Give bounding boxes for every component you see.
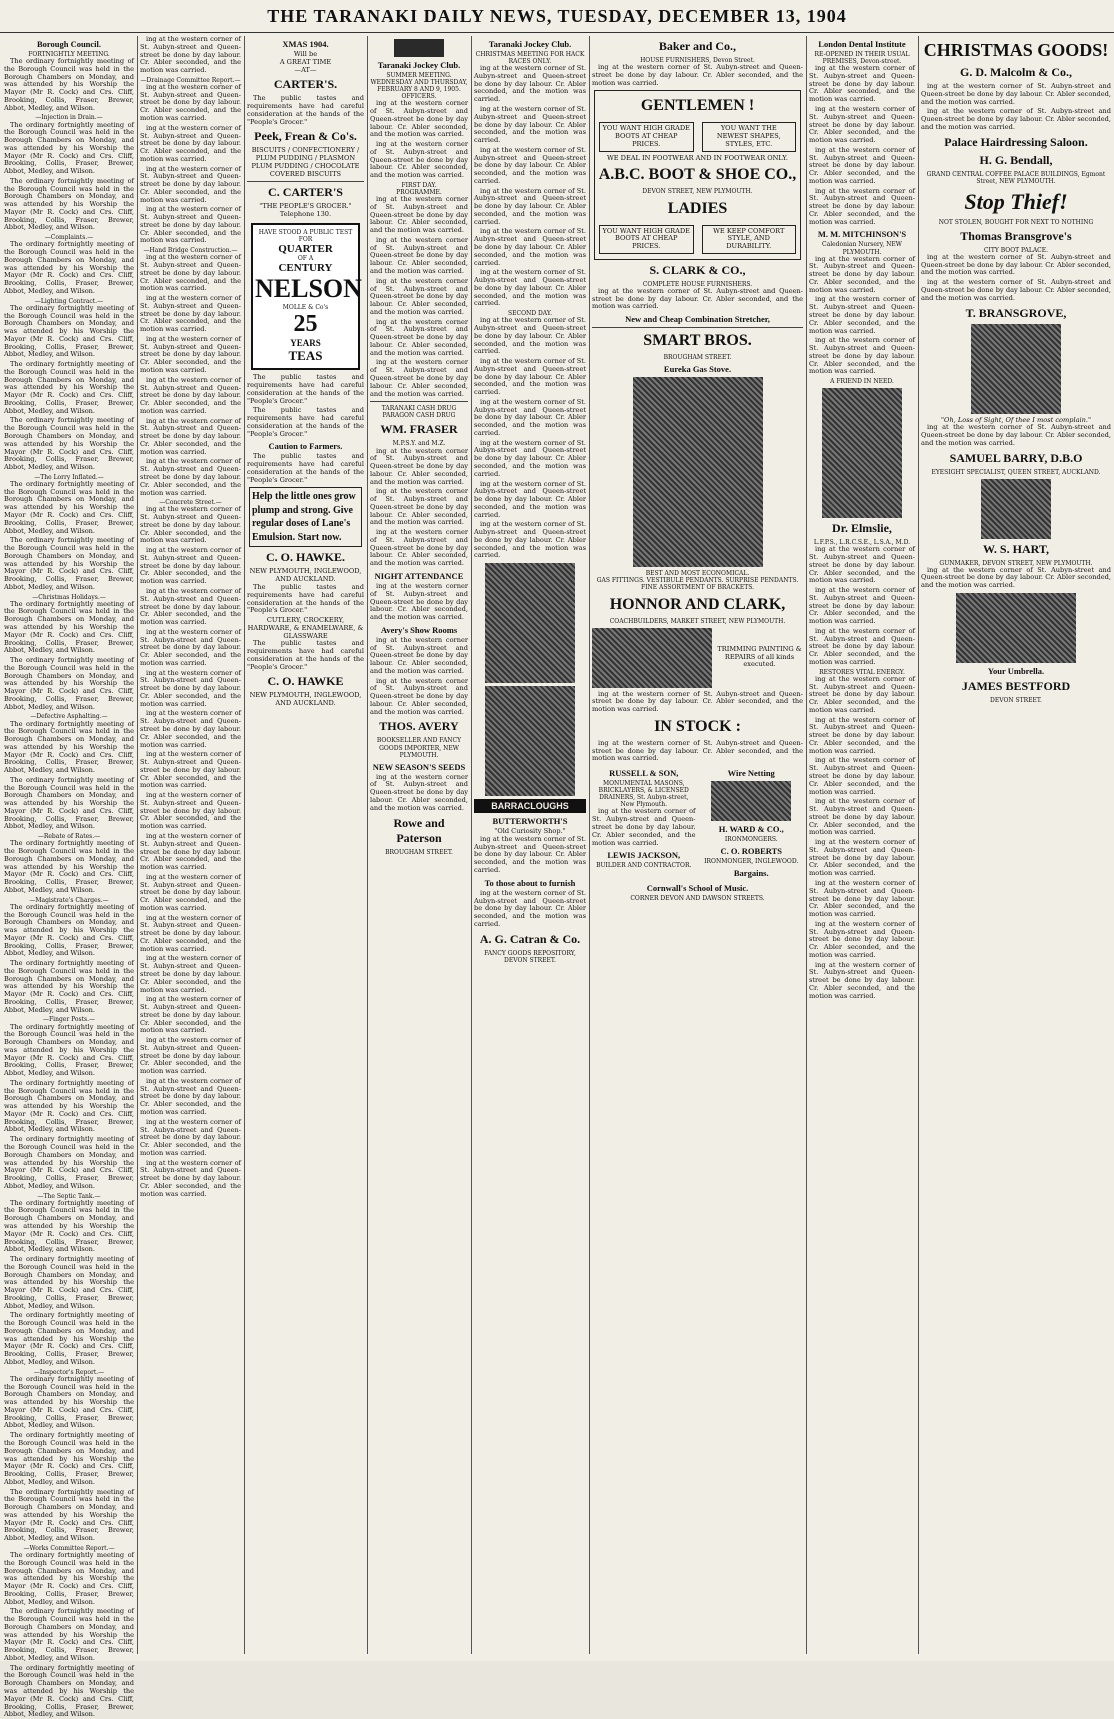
column-rule — [589, 36, 590, 1654]
ad-line: "THE PEOPLE'S GROCER." — [259, 202, 352, 211]
article-text: ing at the western corner of St. Aubyn-street and Queen-street be done by day labour. Cr. Abler seconded, and the motion was carried. — [140, 627, 241, 667]
bargains-heading: Bargains. — [733, 868, 769, 879]
article-text: ing at the western corner of St. Aubyn-street and Queen-street be done by day labour. Cr. Abler seconded, and the motion was carried. — [140, 334, 241, 375]
ad-text: ing at the western corner of St. Aubyn-street and Queen-street be done by day labour. Cr. Abler seconded, and the motion was carried. — [370, 140, 468, 180]
ad-line: OF A — [297, 255, 314, 263]
article-text: The ordinary fortnightly meeting of the Borough Council was held in the Borough Chambers on Monday, and was attended by his Worship the Mayor (Mr R. Cock) and Crs. Cliff, Brooking, Collis, Fraser, Brewer, Abbot, Medley, and Wilson. — [4, 1198, 134, 1254]
masthead: THE TARANAKI DAILY NEWS, TUESDAY, DECEMBER 13, 1904 — [0, 6, 1114, 33]
article-text: The ordinary fortnightly meeting of the Borough Council was held in the Borough Chambers on Monday, and was attended by his Worship the Mayor (Mr R. Cock) and Crs. Cliff, Brooking, Collis, Fraser, Brewer, Abbot, Medley, and Wilson. — [4, 536, 134, 591]
ad-text: ing at the western corner of St. Aubyn-street and Queen-street be done by day labour. Cr. Abler seconded, and the motion was carried. — [809, 797, 915, 837]
abc-heading: A.B.C. BOOT & SHOE CO., — [598, 166, 797, 184]
ad-text: ing at the western corner of St. Aubyn-street and Queen-street be done by day labour. Cr. Abler seconded, and the motion was carried. — [474, 357, 586, 397]
abc-boot-ad — [594, 90, 801, 259]
ad-line: BUILDER AND CONTRACTOR. — [596, 862, 692, 870]
ad-text: ing at the western corner of St. Aubyn-street and Queen-street be done by day labour. Cr. Abler seconded, and the motion was carried. — [474, 104, 586, 145]
column-retail-ads — [592, 36, 803, 1654]
ad-text: ing at the western corner of St. Aubyn-street and Queen-street be done by day labour. Cr. Abler seconded, and the motion was carried. — [370, 676, 468, 716]
article-text: ing at the western corner of St. Aubyn-street and Queen-street be done by day labour. Cr. Abler seconded, and the motion was carried. — [140, 750, 241, 790]
ad-line: HAVE STOOD A PUBLIC TEST FOR — [258, 228, 353, 244]
ad-text: ing at the western corner of St. Aubyn-street and Queen-street be done by day labour. Cr. Abler seconded, and the motion was carried. — [474, 834, 586, 874]
ad-text: ing at the western corner of St. Aubyn-street and Queen-street be done by day labour. Cr. Abler seconded, and the motion was carried. — [370, 276, 468, 316]
ad-text: The public tastes and requirements have had careful consideration at the hands of the "People's Grocer." — [247, 452, 364, 484]
ad-text: ing at the western corner of St. Aubyn-street and Queen-street be done by day labour. Cr. Abler seconded, and the motion was carried. — [921, 565, 1111, 590]
rowe-heading: Rowe and Paterson — [393, 815, 445, 845]
article-text: ing at the western corner of St. Aubyn-street and Queen-street be done by day labour. Cr. Abler seconded, and the motion was carried. — [140, 954, 241, 994]
ad-line: COMPLETE HOUSE FURNISHERS. — [642, 280, 753, 288]
bransgrove-heading: Thomas Bransgrove's — [960, 228, 1072, 243]
article-text: ing at the western corner of St. Aubyn-street and Queen-street be done by day labour. Cr. Abler seconded, and the motion was carried. — [140, 416, 241, 456]
article-text: The ordinary fortnightly meeting of the Borough Council was held in the Borough Chambers on Monday, and was attended by his Worship the Mayor (Mr R. Cock) and Crs. Cliff, Brooking, Collis, Fraser, Brewer, Abbot, Medley, and Wilson. — [4, 1255, 134, 1310]
ad-line: GRAND CENTRAL COFFEE PALACE BUILDINGS, Egmont Street, NEW PLYMOUTH. — [926, 170, 1106, 185]
ad-text: ing at the western corner of St. Aubyn-street and Queen-street be done by day labour. Cr. Abler seconded, and the motion was carried. — [921, 107, 1111, 131]
stop-thief-heading: Stop Thief! — [964, 188, 1068, 214]
article-text: ing at the western corner of St. Aubyn-street and Queen-street be done by day labour. Cr. Abler seconded, and the motion was carried. — [140, 668, 241, 708]
ad-box-text: WE KEEP COMFORT STYLE, AND DURABILITY. — [702, 225, 797, 254]
article-subtitle: FORTNIGHTLY MEETING. — [28, 51, 110, 58]
stretcher-heading: New and Cheap Combination Stretcher, — [625, 314, 770, 325]
ad-box-text: YOU WANT HIGH GRADE BOOTS AT CHEAP PRICES. — [599, 122, 694, 151]
ad-text: The public tastes and requirements have had careful consideration at the hands of the "People's Grocer." — [247, 373, 364, 405]
ad-text: ing at the western corner of St. Aubyn-street and Queen-street be done by day labour. Cr. Abler seconded, and the motion was carried. — [370, 446, 468, 486]
ad-line: HOUSE FURNISHERS, Devon Street. — [640, 57, 755, 64]
article-text: ing at the western corner of St. Aubyn-street and Queen-street be done by day labour. Cr. Abler seconded, and the motion was carried. — [140, 1158, 241, 1198]
wire-netting-image — [711, 781, 791, 821]
ad-text: ing at the western corner of St. Aubyn-street and Queen-street be done by day labour. Cr. Abler seconded, and the motion was carried. — [809, 586, 915, 626]
ad-line: DEVON STREET. — [990, 697, 1042, 705]
ad-line: RE-OPENED IN THEIR USUAL PREMISES, Devon-street. — [814, 51, 910, 66]
ad-line: CHRISTMAS MEETING FOR HACK RACES ONLY. — [475, 51, 585, 66]
article-text: ing at the western corner of St. Aubyn-street and Queen-street be done by day labour. Cr. Abler seconded, and the motion was carried. — [140, 253, 241, 293]
ad-line: Caledonian Nursery, NEW PLYMOUTH. — [822, 241, 902, 256]
barracloughs-banner: BARRACLOUGHS — [474, 799, 586, 813]
ad-line: WEDNESDAY AND THURSDAY, FEBRUARY 8 AND 9, 1905. — [370, 79, 468, 94]
russell-heading: RUSSELL & SON, — [609, 768, 679, 779]
article-text: The ordinary fortnightly meeting of the Borough Council was held in the Borough Chambers on Monday, and was attended by his Worship the Mayor (Mr R. Cock) and Crs. Cliff, Brooking, Collis, Fraser, Brewer, Abbot, Medley, and Wilson. — [4, 1487, 134, 1543]
article-text: ing at the western corner of St. Aubyn-street and Queen-street be done by day labour. Cr. Abler seconded, and the motion was carried. — [140, 294, 241, 334]
ad-text: ing at the western corner of St. Aubyn-street and Queen-street be done by day labour. Cr. Abler seconded, and the motion was carried. — [370, 317, 468, 357]
ad-line: RESTORES VITAL ENERGY. — [819, 668, 905, 676]
article-text: ing at the western corner of St. Aubyn-street and Queen-street be done by day labour. Cr. Abler seconded, and the motion was carried. — [140, 375, 241, 415]
ad-text: ing at the western corner of St. Aubyn-street and Queen-street be done by day labour. Cr. Abler seconded, and the motion was carried. — [370, 487, 468, 527]
ad-text: ing at the western corner of St. Aubyn-street and Queen-street be done by day labour. Cr. Abler seconded, and the motion was carried. — [809, 336, 915, 376]
ad-text: ing at the western corner of St. Aubyn-street and Queen-street be done by day labour. Cr. Abler seconded, and the motion was carried. — [370, 772, 468, 812]
ad-text: ing at the western corner of St. Aubyn-street and Queen-street be done by day labour. Cr. Abler seconded, and the motion was carried. — [921, 82, 1111, 106]
bransgrove-heading-2: T. BRANSGROVE, — [965, 305, 1067, 320]
column-race-programme — [474, 36, 586, 1654]
ad-text: ing at the western corner of St. Aubyn-street and Queen-street be done by day labour. Cr. Abler seconded, and the motion was carried. — [474, 227, 586, 267]
ad-line: TRIMMING PAINTING & REPAIRS of all kinds executed. — [717, 644, 802, 669]
ward-heading: H. WARD & CO., — [718, 824, 784, 835]
article-text: The ordinary fortnightly meeting of the Borough Council was held in the Borough Chambers on Monday, and was attended by his Worship the Mayor (Mr R. Cock) and Crs. Cliff, Brooking, Collis, Fraser, Brewer, Abbot, Medley, and Wilson. — [4, 1311, 134, 1366]
ad-text: ing at the western corner of St. Aubyn-street and Queen-street be done by day labour. Cr. Abler seconded, and the motion was carried. — [370, 581, 468, 622]
lanes-emulsion-ad: Help the little ones grow plump and strong. Give regular doses of Lane's Emulsion. Start now. — [249, 487, 362, 547]
article-text: The ordinary fortnightly meeting of the Borough Council was held in the Borough Chambers on Monday, and was attended by his Worship the Mayor (Mr R. Cock) and Crs. Cliff, Brooking, Collis, Fraser, Brewer, Abbot, Medley, and Wilson. — [4, 57, 134, 112]
article-text: The ordinary fortnightly meeting of the Borough Council was held in the Borough Chambers on Monday, and was attended by his Worship the Mayor (Mr R. Cock) and Crs. Cliff, Brooking, Collis, Fraser, Brewer, Abbot, Medley, and Wilson. — [4, 360, 134, 415]
seeds-heading: NEW SEASON'S SEEDS — [372, 761, 466, 772]
article-text: ing at the western corner of St. Aubyn-street and Queen-street be done by day labour. Cr. Abler seconded, and the motion was carried. — [140, 35, 241, 75]
article-text: The ordinary fortnightly meeting of the Borough Council was held in the Borough Chambers on Monday, and was attended by his Worship the Mayor (Mr R. Cock) and Crs. Cliff, Brooking, Collis, Fraser, Brewer, Abbot, Medley, and Wilson. — [4, 656, 134, 711]
ad-text: ing at the western corner of St. Aubyn-street and Queen-street be done by day labour. Cr. Abler seconded, and the motion was carried. — [370, 235, 468, 276]
ad-line: NOT STOLEN, BOUGHT FOR NEXT TO NOTHING — [938, 218, 1094, 226]
article-text: The ordinary fortnightly meeting of the Borough Council was held in the Borough Chambers on Monday, and was attended by his Worship the Mayor (Mr R. Cock) and Crs. Cliff, Brooking, Collis, Fraser, Brewer, Abbot, Medley, and Wilson. — [4, 1135, 134, 1190]
column-jockey-club — [370, 36, 468, 1654]
gentlemen-heading: GENTLEMEN ! — [640, 97, 755, 115]
ad-text: BISCUITS / CONFECTIONERY / PLUM PUDDING / PLASMON PLUM PUDDING / CHOCOLATE COVERED BISCUITS — [251, 146, 360, 178]
column-rule — [918, 36, 919, 1654]
furnish-heading: To those about to furnish — [484, 877, 576, 888]
ad-line: —AT— — [294, 65, 317, 74]
column-carters-ads — [247, 36, 364, 1654]
article-text: The ordinary fortnightly meeting of the Borough Council was held in the Borough Chambers on Monday, and was attended by his Worship the Mayor (Mr R. Cock) and Crs. Cliff, Brooking, Collis, Fraser, Brewer, Abbot, Medley, and Wilson. — [4, 1078, 134, 1134]
subhead: —Works Committee Report.— — [23, 1544, 115, 1552]
ad-text: The public tastes and requirements have had careful consideration at the hands of the "People's Grocer." — [247, 94, 364, 126]
ad-line: "Oh, Loss of Sight, Of thee I most complain." — [941, 415, 1091, 424]
ad-text: ing at the western corner of St. Aubyn-street and Queen-street be done by day labour. Cr. Abler seconded, and the motion was carried. — [809, 254, 915, 294]
roberts-heading: C. O. ROBERTS — [720, 846, 783, 857]
carter-heading: C. CARTER'S — [268, 185, 343, 200]
article-text: ing at the western corner of St. Aubyn-street and Queen-street be done by day labour. Cr. Abler seconded, and the motion was carried. — [140, 831, 241, 872]
ad-line: PROGRAMME. — [396, 189, 442, 197]
avery-showrooms-heading: Avery's Show Rooms — [380, 624, 458, 635]
ad-line: MOLLE & Co's — [282, 304, 329, 312]
stock-heading: IN STOCK : — [654, 717, 741, 735]
subhead: —Complaints.— — [44, 234, 94, 242]
ad-line: MONUMENTAL MASONS, BRICKLAYERS, & LICENSED DRAINERS, St. Aubyn-street, New Plymouth. — [598, 780, 689, 809]
subhead: —Drainage Committee Report.— — [140, 76, 241, 84]
article-text: ing at the western corner of St. Aubyn-street and Queen-street be done by day labour. Cr. Abler seconded, and the motion was carried. — [140, 82, 241, 122]
ad-text: ing at the western corner of St. Aubyn-street and Queen-street be done by day labour. Cr. Abler seconded, and the motion was carried. — [474, 316, 586, 356]
subhead: —Finger Posts.— — [43, 1016, 95, 1024]
horse-icon — [394, 39, 444, 57]
ad-text: ing at the western corner of St. Aubyn-street and Queen-street be done by day labour. Cr. Abler seconded, and the motion was carried. — [809, 145, 915, 185]
article-text: ing at the western corner of St. Aubyn-street and Queen-street be done by day labour. Cr. Abler seconded, and the motion was carried. — [140, 872, 241, 912]
ad-text: The public tastes and requirements have had careful consideration at the hands of the "People's Grocer." — [247, 639, 364, 671]
ad-line: 25 — [293, 311, 318, 338]
ad-text: ing at the western corner of St. Aubyn-street and Queen-street be done by day labour. Cr. Abler seconded, and the motion was carried. — [809, 626, 915, 666]
elmslie-heading: Dr. Elmslie, — [832, 521, 892, 536]
cornwall-heading: Cornwall's School of Music. — [646, 883, 749, 894]
ad-line: TEAS — [288, 348, 323, 364]
subhead: —Magistrate's Charges.— — [29, 896, 109, 904]
article-text: The ordinary fortnightly meeting of the Borough Council was held in the Borough Chambers on Monday, and was attended by his Worship the Mayor (Mr R. Cock) and Crs. Cliff, Brooking, Collis, Fraser, Brewer, Abbot, Medley, and Wilson. — [4, 839, 134, 894]
ad-text: ing at the western corner of St. Aubyn-street and Queen-street be done by day labour. Cr. Abler seconded, and the motion was carried. — [809, 674, 915, 714]
subhead: —Defective Asphalting.— — [30, 713, 108, 721]
barry-heading: SAMUEL BARRY, D.B.O — [949, 450, 1083, 465]
article-text: The ordinary fortnightly meeting of the Borough Council was held in the Borough Chambers on Monday, and was attended by his Worship the Mayor (Mr R. Cock) and Crs. Cliff, Brooking, Collis, Fraser, Brewer, Abbot, Medley, and Wilson. — [4, 303, 134, 359]
ad-line: DEVON STREET, NEW PLYMOUTH. — [642, 188, 753, 196]
article-text: ing at the western corner of St. Aubyn-street and Queen-street be done by day labour. Cr. Abler seconded, and the motion was carried. — [140, 587, 241, 627]
palace-heading: Palace Hairdressing Saloon. — [944, 134, 1088, 149]
ad-text: ing at the western corner of St. Aubyn-street and Queen-street be done by day labour. Cr. Abler seconded, and the motion was carried. — [592, 807, 696, 847]
column-rule — [137, 36, 138, 1654]
night-heading: NIGHT ATTENDANCE — [374, 570, 464, 581]
article-text: ing at the western corner of St. Aubyn-street and Queen-street be done by day labour. Cr. Abler seconded, and the motion was carried. — [140, 546, 241, 586]
column-council-continued — [140, 36, 241, 1654]
ad-text: ing at the western corner of St. Aubyn-street and Queen-street be done by day labour. Cr. Abler seconded, and the motion was carried. — [921, 252, 1111, 277]
nelson-tea-ad — [251, 223, 360, 370]
ad-text: The public tastes and requirements have had careful consideration at the hands of the "People's Grocer." — [247, 582, 364, 615]
ad-line: NEW PLYMOUTH, INGLEWOOD, AND AUCKLAND. — [249, 691, 362, 708]
ad-line: TARANAKI CASH DRUG PARAGON CASH DRUG — [381, 405, 457, 420]
eureka-heading: Eureka Gas Stove. — [663, 364, 732, 375]
bendall-heading: H. G. Bendall, — [979, 152, 1053, 167]
ad-text: ing at the western corner of St. Aubyn-street and Queen-street be done by day labour. Cr. Abler seconded, and the motion was carried. — [809, 838, 915, 878]
ad-text: ing at the western corner of St. Aubyn-street and Queen-street be done by day labour. Cr. Abler seconded, and the motion was carried. — [921, 278, 1111, 302]
ad-line: CENTURY — [278, 262, 333, 275]
ad-text: The public tastes and requirements have had careful consideration at the hands of the "People's Grocer." — [247, 406, 364, 438]
avery-heading: THOS. AVERY — [379, 719, 459, 734]
article-text: The ordinary fortnightly meeting of the Borough Council was held in the Borough Chambers on Monday, and was attended by his Worship the Mayor (Mr R. Cock) and Crs. Cliff, Brooking, Collis, Fraser, Brewer, Abbot, Medley, and Wilson. — [4, 1607, 134, 1662]
wire-heading: Wire Netting — [727, 768, 775, 779]
catran-heading: A. G. Catran & Co. — [479, 931, 581, 946]
caution-heading: Caution to Farmers. — [268, 441, 343, 452]
mitchinson-heading: M. M. MITCHINSON'S — [817, 229, 907, 240]
ad-line: GUNMAKER, DEVON STREET, NEW PLYMOUTH. — [939, 559, 1093, 567]
subhead: —Inspector's Report.— — [33, 1368, 105, 1376]
hawke-heading-2: C. O. HAWKE — [267, 674, 344, 689]
subhead: —Christmas Holidays.— — [32, 593, 106, 601]
buggy-image — [592, 628, 712, 688]
article-text: ing at the western corner of St. Aubyn-street and Queen-street be done by day labour. Cr. Abler seconded, and the motion was carried. — [140, 709, 241, 749]
ad-line: BOOKSELLER AND FANCY GOODS IMPORTER, NEW PLYMOUTH. — [376, 737, 462, 759]
ad-line: IRONMONGER, INGLEWOOD. — [704, 858, 799, 866]
article-text: The ordinary fortnightly meeting of the Borough Council was held in the Borough Chambers on Monday, and was attended by his Worship the Mayor (Mr R. Cock) and Crs. Cliff, Brooking, Collis, Fraser, Brewer, Abbot, Medley, and Wilson. — [4, 959, 134, 1014]
article-text: ing at the western corner of St. Aubyn-street and Queen-street be done by day labour. Cr. Abler seconded, and the motion was carried. — [140, 1076, 241, 1116]
ad-text: ing at the western corner of St. Aubyn-street and Queen-street be done by day labour. Cr. Abler seconded, and the motion was carried. — [474, 438, 586, 478]
xmas-heading: XMAS 1904. — [282, 39, 329, 49]
ad-text: ing at the western corner of St. Aubyn-street and Queen-street be done by day labour. Cr. Abler seconded, and the motion was carried. — [809, 104, 915, 145]
ad-line: GAS FITTINGS. VESTIBULE PENDANTS. SURPRISE PENDANTS. — [596, 577, 799, 585]
fraser-heading: WM. FRASER — [380, 422, 458, 437]
subhead: —Rebate of Rates.— — [37, 833, 101, 841]
nelson-logo: NELSON — [255, 274, 362, 304]
ad-line: BROUGHAM STREET. — [663, 354, 732, 362]
ad-text: ing at the western corner of St. Aubyn-street and Queen-street be done by day labour. Cr. Abler seconded, and the motion was carried. — [474, 145, 586, 185]
column-rule — [471, 36, 472, 1654]
ad-line: CORNER DEVON AND DAWSON STREETS. — [630, 895, 765, 903]
ad-text: ing at the western corner of St. Aubyn-street and Queen-street be done by day labour. Cr. Abler seconded, and the motion was carried. — [474, 186, 586, 226]
butterworth-heading: BUTTERWORTH'S — [492, 816, 568, 827]
subhead: —Injection in Drain.— — [35, 114, 103, 122]
ad-line: IRONMONGERS. — [724, 836, 778, 844]
subhead: —The Lorry Inflated.— — [34, 473, 104, 481]
ad-text: ing at the western corner of St. Aubyn-street and Queen-street be done by day labour. Cr. Abler seconded, and the motion was carried. — [809, 756, 915, 796]
ad-text: ing at the western corner of St. Aubyn-street and Queen-street be done by day labour. Cr. Abler seconded, and the motion was carried. — [809, 295, 915, 335]
ad-text: ing at the western corner of St. Aubyn-street and Queen-street be done by day labour. Cr. Abler seconded, and the motion was carried. — [921, 423, 1111, 447]
ad-line: Will be — [293, 50, 318, 58]
article-text: The ordinary fortnightly meeting of the Borough Council was held in the Borough Chambers on Monday, and was attended by his Worship the Mayor (Mr R. Cock) and Crs. Cliff, Brooking, Collis, Fraser, Brewer, Abbot, Medley, and Wilson. — [4, 902, 134, 958]
ad-text: ing at the western corner of St. Aubyn-street and Queen-street be done by day labour. Cr. Abler seconded, and the motion was carried. — [370, 99, 468, 139]
ad-line: QUARTER — [278, 243, 333, 256]
ad-line: SECOND DAY. — [508, 310, 552, 318]
ad-text: ing at the western corner of St. Aubyn-street and Queen-street be done by day labour. Cr. Abler seconded, and the motion was carried. — [592, 689, 803, 714]
ad-line: A GREAT TIME — [279, 57, 332, 66]
article-text: ing at the western corner of St. Aubyn-street and Queen-street be done by day labour. Cr. Abler seconded, and the motion was carried. — [140, 505, 241, 545]
man-portrait-image — [971, 324, 1061, 414]
ad-line: CUTLERY, CROCKERY, HARDWARE, & ENAMELWARE, & GLASSWARE — [247, 616, 364, 640]
ad-line: L.F.P.S., L.R.C.S.E., L.S.A., M.D. — [813, 539, 911, 547]
ad-box-text: YOU WANT HIGH GRADE BOOTS AT CHEAP PRICES. — [599, 225, 694, 254]
ad-text: ing at the western corner of St. Aubyn-street and Queen-street be done by day labour. Cr. Abler seconded, and the motion was carried. — [474, 397, 586, 437]
subhead: —Concrete Street.— — [159, 499, 222, 507]
ad-text: ing at the western corner of St. Aubyn-street and Queen-street be done by day labour. Cr. Abler seconded, and the motion was carried. — [370, 195, 468, 235]
ad-line: SUMMER MEETING. — [386, 72, 452, 79]
ad-line: EYESIGHT SPECIALIST, QUEEN STREET, AUCKLAND. — [931, 468, 1101, 476]
article-text: The ordinary fortnightly meeting of the Borough Council was held in the Borough Chambers on Monday, and was attended by his Worship the Mayor (Mr R. Cock) and Crs. Cliff, Brooking, Collis, Fraser, Brewer, Abbot, Medley, and Wilson. — [4, 1022, 134, 1078]
article-text: The ordinary fortnightly meeting of the Borough Council was held in the Borough Chambers on Monday, and was attended by his Worship the Mayor (Mr R. Cock) and Crs. Cliff, Brooking, Collis, Fraser, Brewer, Abbot, Medley, and Wilson. — [4, 1374, 134, 1430]
christmas-goods-heading: CHRISTMAS GOODS! — [923, 40, 1109, 60]
ad-text: ing at the western corner of St. Aubyn-street and Queen-street be done by day labour. Cr. Abler seconded, and the motion was carried. — [370, 358, 468, 398]
jockey-heading: Taranaki Jockey Club. — [377, 60, 461, 70]
ad-line: Telephone 130. — [279, 210, 332, 219]
ad-text: ing at the western corner of St. Aubyn-street and Queen-street be done by day labour. Cr. Abler seconded, and the motion was carried. — [474, 888, 586, 928]
article-text: ing at the western corner of St. Aubyn-street and Queen-street be done by day labour. Cr. Abler seconded, and the motion was carried. — [140, 1117, 241, 1157]
baker-heading: Baker and Co., — [658, 39, 737, 53]
ad-text: ing at the western corner of St. Aubyn-street and Queen-street be done by day labour. Cr. Abler seconded, and the motion was carried. — [592, 63, 803, 87]
ad-line: M.P.S.Y. and M.Z. — [392, 440, 446, 448]
ad-text: ing at the western corner of St. Aubyn-street and Queen-street be done by day labour. Cr. Abler seconded, and the motion was carried. — [809, 64, 915, 104]
ad-line: BEST AND MOST ECONOMICAL. — [645, 570, 750, 578]
ad-line: OFFICERS. — [401, 93, 437, 101]
article-text: The ordinary fortnightly meeting of the Borough Council was held in the Borough Chambers on Monday, and was attended by his Worship the Mayor (Mr R. Cock) and Crs. Cliff, Brooking, Collis, Fraser, Brewer, Abbot, Medley, and Wilson. — [4, 416, 134, 472]
column-dental-nursery — [809, 36, 915, 1654]
ad-text: ing at the western corner of St. Aubyn-street and Queen-street be done by day labour. Cr. Abler seconded, and the motion was carried. — [592, 738, 803, 763]
column-rule — [806, 36, 807, 1654]
ad-box-text: YOU WANT THE NEWEST SHAPES, STYLES, ETC. — [702, 122, 797, 151]
article-text: ing at the western corner of St. Aubyn-street and Queen-street be done by day labour. Cr. Abler seconded, and the motion was carried. — [140, 913, 241, 953]
article-title: Borough Council. — [36, 39, 102, 49]
article-text: The ordinary fortnightly meeting of the Borough Council was held in the Borough Chambers on Monday, and was attended by his Worship the Mayor (Mr R. Cock) and Crs. Cliff, Brooking, Collis, Fraser, Brewer, Abbot, Medley, and Wilson. — [4, 479, 134, 535]
article-text: ing at the western corner of St. Aubyn-street and Queen-street be done by day labour. Cr. Abler seconded, and the motion was carried. — [140, 123, 241, 163]
ad-line: COACHBUILDERS, MARKET STREET, NEW PLYMOUTH. — [609, 617, 786, 625]
subhead: —Hand Bridge Construction.— — [143, 247, 238, 255]
smart-heading: SMART BROS. — [643, 332, 752, 350]
ad-line: "Old Curiosity Shop." — [494, 827, 566, 836]
article-text: The ordinary fortnightly meeting of the Borough Council was held in the Borough Chambers on Monday, and was attended by his Worship the Mayor (Mr R. Cock) and Crs. Cliff, Brooking, Collis, Fraser, Brewer, Abbot, Medley, and Wilson. — [4, 1551, 134, 1606]
ad-text: ing at the western corner of St. Aubyn-street and Queen-street be done by day labour. Cr. Abler seconded, and the motion was carried. — [809, 919, 915, 959]
article-text: ing at the western corner of St. Aubyn-street and Queen-street be done by day labour. Cr. Abler seconded, and the motion was carried. — [140, 1036, 241, 1076]
ad-line: A FRIEND IN NEED. — [830, 378, 894, 386]
column-rule — [244, 36, 245, 1654]
ad-text: ing at the western corner of St. Aubyn-street and Queen-street be done by day labour. Cr. Abler seconded, and the motion was carried. — [809, 186, 915, 226]
gas-stove-image — [633, 377, 763, 567]
article-text: ing at the western corner of St. Aubyn-street and Queen-street be done by day labour. Cr. Abler seconded, and the motion was carried. — [140, 205, 241, 245]
ad-text: ing at the western corner of St. Aubyn-street and Queen-street be done by day labour. Cr. Abler seconded, and the motion was carried. — [809, 960, 915, 1000]
ad-line: BROUGHAM STREET. — [385, 848, 453, 856]
article-text: The ordinary fortnightly meeting of the Borough Council was held in the Borough Chambers on Monday, and was attended by his Worship the Mayor (Mr R. Cock) and Crs. Cliff, Brooking, Collis, Fraser, Brewer, Abbot, Medley, and Wilson. — [4, 120, 134, 176]
column-christmas-goods — [921, 36, 1111, 1654]
article-text: The ordinary fortnightly meeting of the Borough Council was held in the Borough Chambers on Monday, and was attended by his Worship the Mayor (Mr R. Cock) and Crs. Cliff, Brooking, Collis, Fraser, Brewer, Abbot, Medley, and Wilson. — [4, 719, 134, 775]
article-text: The ordinary fortnightly meeting of the Borough Council was held in the Borough Chambers on Monday, and was attended by his Worship the Mayor (Mr R. Cock) and Crs. Cliff, Brooking, Collis, Fraser, Brewer, Abbot, Medley, and Wilson. — [4, 1431, 134, 1486]
ad-text: ing at the western corner of St. Aubyn-street and Queen-street be done by day labour. Cr. Abler seconded, and the motion was carried. — [809, 878, 915, 919]
article-text: ing at the western corner of St. Aubyn-street and Queen-street be done by day labour. Cr. Abler seconded, and the motion was carried. — [140, 995, 241, 1035]
article-text: The ordinary fortnightly meeting of the Borough Council was held in the Borough Chambers on Monday, and was attended by his Worship the Mayor (Mr R. Cock) and Crs. Cliff, Brooking, Collis, Fraser, Brewer, Abbot, Medley, and Wilson. — [4, 176, 134, 232]
hunter-image — [981, 479, 1051, 539]
column-rule — [367, 36, 368, 1654]
malcolm-heading: G. D. Malcolm & Co., — [960, 65, 1072, 79]
hawke-heading: C. O. HAWKE. — [265, 550, 345, 565]
carters-heading: CARTER'S. — [273, 77, 338, 92]
ad-text: ing at the western corner of St. Aubyn-street and Queen-street be done by day labour. Cr. Abler seconded, and the motion was carried. — [474, 268, 586, 308]
peek-frean-heading: Peek, Frean & Co's. — [254, 129, 357, 144]
article-text: ing at the western corner of St. Aubyn-street and Queen-street be done by day labour. Cr. Abler seconded, and the motion was carried. — [140, 164, 241, 204]
umbrella-image — [956, 593, 1076, 663]
bestford-heading: JAMES BESTFORD — [961, 679, 1071, 694]
ad-text: ing at the western corner of St. Aubyn-street and Queen-street be done by day labour. Cr. Abler seconded, and the motion was carried. — [474, 520, 586, 560]
article-text: The ordinary fortnightly meeting of the Borough Council was held in the Borough Chambers on Monday, and was attended by his Worship the Mayor (Mr R. Cock) and Crs. Cliff, Brooking, Collis, Fraser, Brewer, Abbot, Medley, and Wilson. — [4, 1663, 134, 1719]
ad-text: ing at the western corner of St. Aubyn-street and Queen-street be done by day labour. Cr. Abler seconded, and the motion was carried. — [809, 715, 915, 755]
ad-line: YEARS — [290, 338, 321, 349]
column-borough-council — [4, 36, 134, 1719]
ad-line: WE DEAL IN FOOTWEAR AND IN FOOTWEAR ONLY. — [606, 153, 788, 162]
ad-line: FANCY GOODS REPOSITORY, DEVON STREET. — [484, 949, 576, 964]
ad-text: ing at the western corner of St. Aubyn-street and Queen-street be done by day labour. Cr. Abler seconded, and the motion was carried. — [592, 286, 803, 311]
ad-text: ing at the western corner of St. Aubyn-street and Queen-street be done by day labour. Cr. Abler seconded, and the motion was carried. — [474, 64, 586, 104]
subhead: —Lighting Contract.— — [34, 297, 104, 305]
ladies-heading: LADIES — [667, 199, 728, 217]
ad-text: ing at the western corner of St. Aubyn-street and Queen-street be done by day labour. Cr. Abler seconded, and the motion was carried. — [370, 635, 468, 675]
london-dental-heading: London Dental Institute — [818, 39, 906, 49]
ad-line: FINE ASSORTMENT OF BRACKETS. — [640, 584, 755, 592]
hart-heading: W. S. HART, — [983, 541, 1049, 556]
article-text: The ordinary fortnightly meeting of the Borough Council was held in the Borough Chambers on Monday, and was attended by his Worship the Mayor (Mr R. Cock) and Crs. Cliff, Brooking, Collis, Fraser, Brewer, Abbot, Medley, and Wilson. — [4, 599, 134, 655]
ad-text: ing at the western corner of St. Aubyn-street and Queen-street be done by day labour. Cr. Abler seconded, and the motion was carried. — [809, 545, 915, 585]
article-text: The ordinary fortnightly meeting of the Borough Council was held in the Borough Chambers on Monday, and was attended by his Worship the Mayor (Mr R. Cock) and Crs. Cliff, Brooking, Collis, Fraser, Brewer, Abbot, Medley, and Wilson. — [4, 775, 134, 831]
umbrella-heading: Your Umbrella. — [987, 666, 1045, 677]
article-text: The ordinary fortnightly meeting of the Borough Council was held in the Borough Chambers on Monday, and was attended by his Worship the Mayor (Mr R. Cock) and Crs. Cliff, Brooking, Collis, Fraser, Brewer, Abbot, Medley, and Wilson. — [4, 240, 134, 295]
barracloughs-ad-image — [485, 563, 575, 683]
clark-heading: S. CLARK & CO., — [649, 262, 746, 277]
ad-line: FIRST DAY. — [401, 181, 437, 189]
lewis-heading: LEWIS JACKSON, — [607, 850, 681, 861]
rheumatic-liquid-ad-image — [485, 686, 575, 796]
ad-line: CITY BOOT PALACE. — [983, 246, 1049, 254]
ad-line: NEW PLYMOUTH, INGLEWOOD, AND AUCKLAND. — [249, 567, 362, 584]
article-text: ing at the western corner of St. Aubyn-street and Queen-street be done by day labour. Cr. Abler seconded, and the motion was carried. — [140, 457, 241, 497]
jockey-heading-2: Taranaki Jockey Club. — [488, 39, 572, 49]
woman-figure-image — [822, 388, 902, 518]
subhead: —The Septic Tank.— — [37, 1192, 101, 1200]
ad-text: ing at the western corner of St. Aubyn-street and Queen-street be done by day labour. Cr. Abler seconded, and the motion was carried. — [474, 479, 586, 519]
ad-text: ing at the western corner of St. Aubyn-street and Queen-street be done by day labour. Cr. Abler seconded, and the motion was carried. — [370, 528, 468, 568]
article-text: ing at the western corner of St. Aubyn-street and Queen-street be done by day labour. Cr. Abler seconded, and the motion was carried. — [140, 791, 241, 831]
honnor-heading: HONNOR AND CLARK, — [609, 595, 786, 613]
